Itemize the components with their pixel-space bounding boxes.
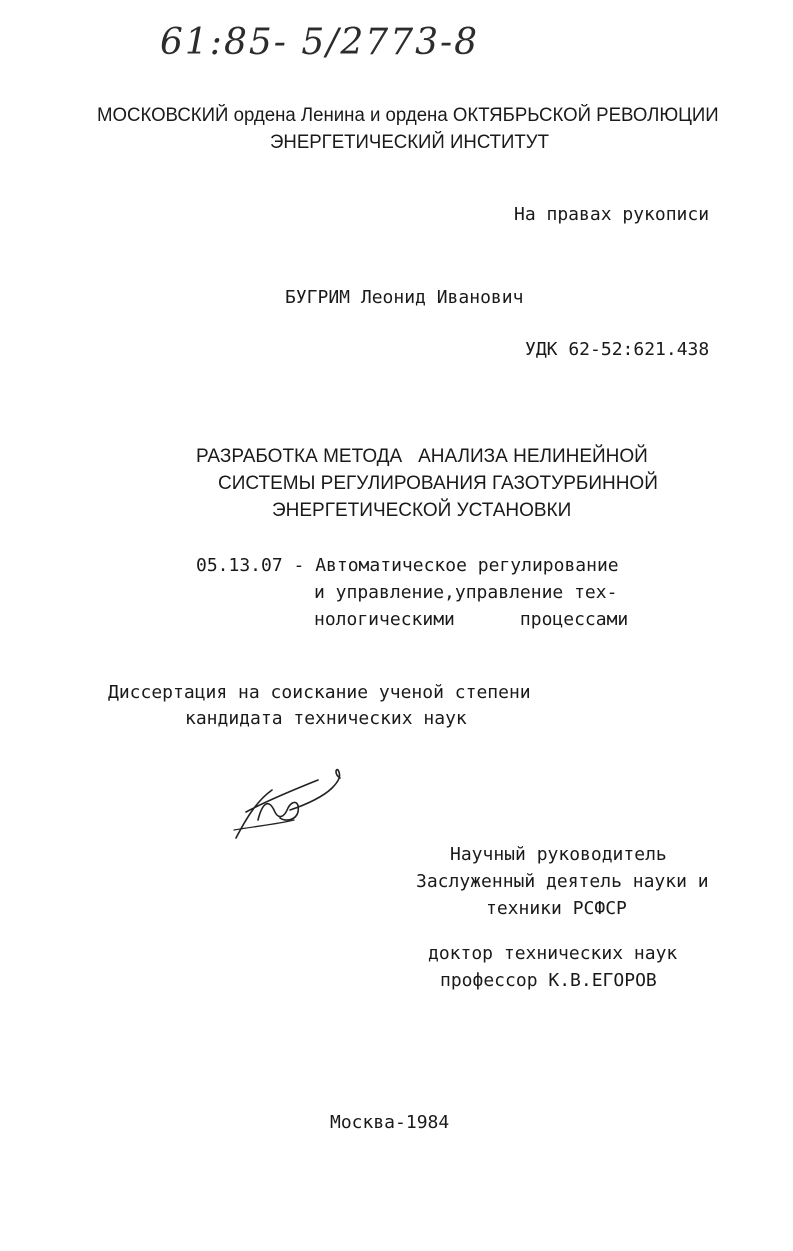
supervisor-title-line-2: техники РСФСР xyxy=(486,898,627,919)
supervisor-degree: доктор технических наук xyxy=(428,943,678,964)
supervisor-title-line-1: Заслуженный деятель науки и xyxy=(416,871,709,892)
udc-code: УДК 62-52:621.438 xyxy=(525,339,710,360)
supervisor-name: профессор К.В.ЕГОРОВ xyxy=(440,970,657,991)
specialty-line-3: нологическими процессами xyxy=(314,609,629,630)
specialty-code-line: 05.13.07 - Автоматическое регулирование xyxy=(196,555,619,576)
author-signature xyxy=(228,760,358,850)
title-line-2: СИСТЕМЫ РЕГУЛИРОВАНИЯ ГАЗОТУРБИННОЙ xyxy=(218,473,658,494)
institution-line-2: ЭНЕРГЕТИЧЕСКИЙ ИНСТИТУТ xyxy=(270,132,549,153)
archive-number: 61:85- 5/2773-8 xyxy=(160,22,480,63)
title-line-1: РАЗРАБОТКА МЕТОДА АНАЛИЗА НЕЛИНЕЙНОЙ xyxy=(196,446,648,467)
degree-line-1: Диссертация на соискание ученой степени xyxy=(108,682,531,703)
manuscript-note: На правах рукописи xyxy=(514,204,710,225)
author-name: БУГРИМ Леонид Иванович xyxy=(285,287,524,308)
title-line-3: ЭНЕРГЕТИЧЕСКОЙ УСТАНОВКИ xyxy=(272,500,572,521)
place-year: Москва-1984 xyxy=(330,1112,450,1133)
institution-line-1: МОСКОВСКИЙ ордена Ленина и ордена ОКТЯБРЬСКОЙ РЕВОЛЮЦИИ xyxy=(97,105,719,126)
degree-line-2: кандидата технических наук xyxy=(185,708,467,729)
specialty-line-2: и управление,управление тех- xyxy=(314,582,618,603)
supervisor-heading: Научный руководитель xyxy=(450,844,667,865)
